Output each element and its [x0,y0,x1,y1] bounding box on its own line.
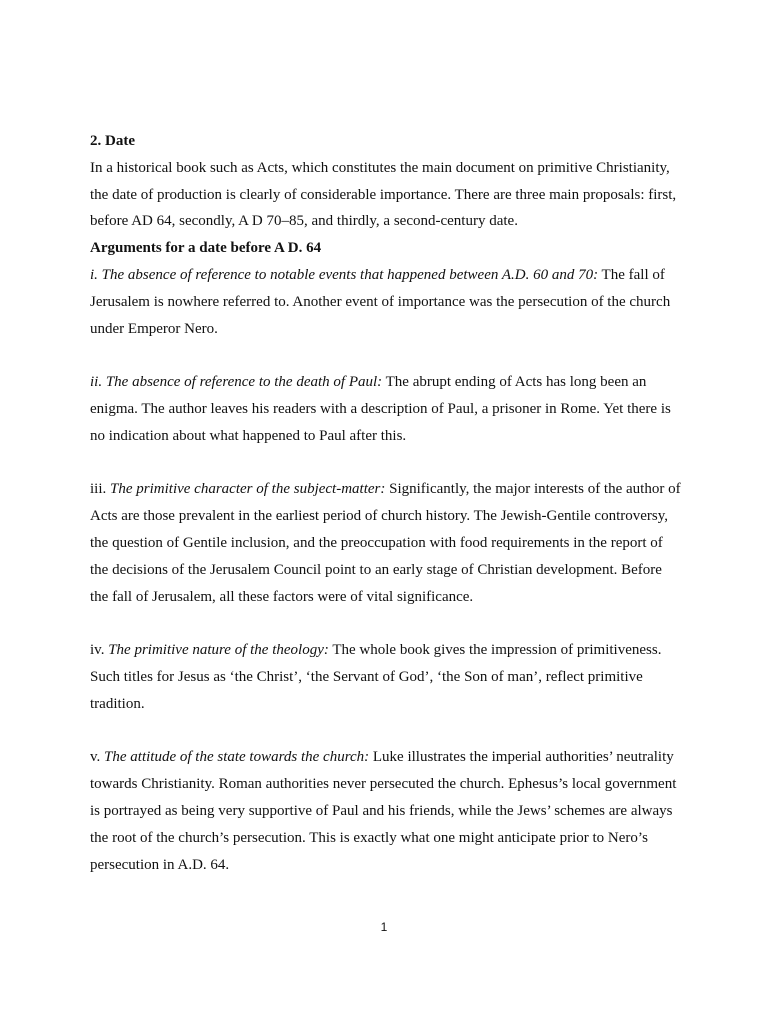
argument-paragraph [90,744,682,878]
argument-title: The attitude of the state towards the church: [104,749,370,766]
subheading: Arguments for a date before A D. 64 [90,240,322,257]
argument-paragraph [90,369,682,449]
argument-body: The abrupt ending of Acts has long been an enigma. The author leaves his readers with a description of Paul, a prisoner in Rome. Yet there is no indication about what happened to Paul after this. [90,374,671,444]
argument-title: The primitive nature of the theology: [108,642,329,659]
page-number: 1 [380,920,388,934]
argument-paragraph [90,262,682,342]
argument-title: ii. The absence of reference to the death of Paul: [90,374,383,391]
argument-body: The fall of Jerusalem is nowhere referred to. Another event of importance was the persecution of the church under Emperor Nero. [90,266,671,337]
argument-body: Significantly, the major interests of the author of Acts are those prevalent in the earliest period of church history. The Jewish-Gentile controversy, the question of Gentile inclusion, and the preoccupation with food requirements in the report of the decisions of the Jerusalem Council point to an early stage of Christian development. Before the fall of Jerusalem, all these factors were of vital significance. [90,481,681,605]
document-page [90,128,682,878]
argument-title: The primitive character of the subject-matter: [110,481,386,498]
argument-prefix: iv. [90,642,109,659]
argument-paragraph [90,476,682,610]
argument-prefix: iii. [90,481,111,498]
argument-paragraph [90,637,682,717]
intro-paragraph: In a historical book such as Acts, which constitutes the main document on primitive Christianity, the date of production is clearly of considerable importance. There are three main proposals: first, before AD 64, secondly, A D 70–85, and thirdly, a second-century date. [90,159,677,230]
argument-body: The whole book gives the impression of primitiveness. Such titles for Jesus as ‘the Christ’, ‘the Servant of God’, ‘the Son of man’, reflect primitive tradition. [90,642,662,712]
section-heading: 2. Date [90,133,135,149]
argument-body: Luke illustrates the imperial authorities’ neutrality towards Christianity. Roman authorities never persecuted the church. Ephesus’s local government is portrayed as being very supportive of Paul and his friends, while the Jews’ schemes are always the root of the church’s persecution. This is exactly what one might anticipate prior to Nero’s persecution in A.D. 64. [90,749,677,873]
argument-title: i. The absence of reference to notable events that happened between A.D. 60 and 70: [90,266,599,283]
argument-prefix: v. [90,749,105,766]
